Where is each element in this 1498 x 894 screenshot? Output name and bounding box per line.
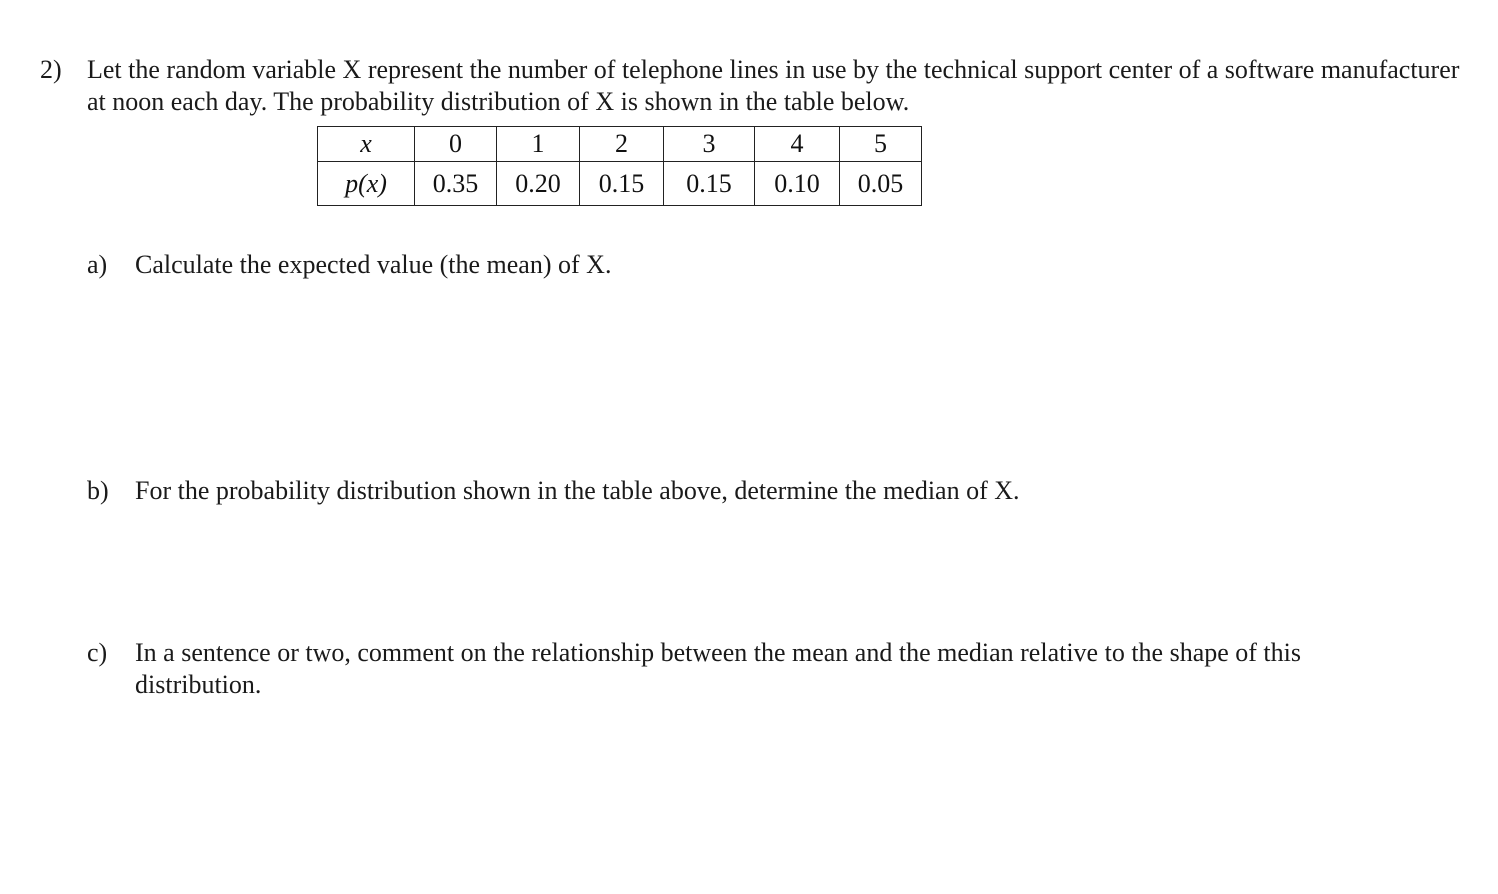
p-value-cell: 0.20 <box>497 162 580 206</box>
question-2 <box>40 54 1460 118</box>
x-value-cell: 0 <box>415 127 497 162</box>
table-row-x <box>318 127 922 162</box>
p-value-cell: 0.10 <box>755 162 840 206</box>
x-value-cell: 3 <box>664 127 755 162</box>
question-number: 2) <box>40 55 62 84</box>
p-value-cell: 0.15 <box>664 162 755 206</box>
x-value-cell: 5 <box>840 127 922 162</box>
part-c <box>87 637 1417 701</box>
x-value-cell: 4 <box>755 127 840 162</box>
part-label: b) <box>87 476 109 505</box>
question-text: Let the random variable X represent the number of telephone lines in use by the technical support center of a software manufacturer at noon each day. The probability distribution of X is shown in the table below. <box>87 55 1460 116</box>
part-label: a) <box>87 250 108 279</box>
p-value-cell: 0.05 <box>840 162 922 206</box>
part-text: In a sentence or two, comment on the relationship between the mean and the median relative to the shape of this distribution. <box>135 638 1302 699</box>
row-header-p: p(x) <box>318 162 415 206</box>
part-b <box>87 475 1417 507</box>
row-header-x: x <box>318 127 415 162</box>
table-row-p <box>318 162 922 206</box>
p-value-cell: 0.15 <box>580 162 664 206</box>
x-value-cell: 1 <box>497 127 580 162</box>
x-value-cell: 2 <box>580 127 664 162</box>
part-a <box>87 249 1417 281</box>
probability-distribution-table <box>317 126 922 206</box>
part-label: c) <box>87 638 108 667</box>
part-text: Calculate the expected value (the mean) of X. <box>135 250 612 279</box>
part-text: For the probability distribution shown in the table above, determine the median of X. <box>135 476 1020 505</box>
p-value-cell: 0.35 <box>415 162 497 206</box>
